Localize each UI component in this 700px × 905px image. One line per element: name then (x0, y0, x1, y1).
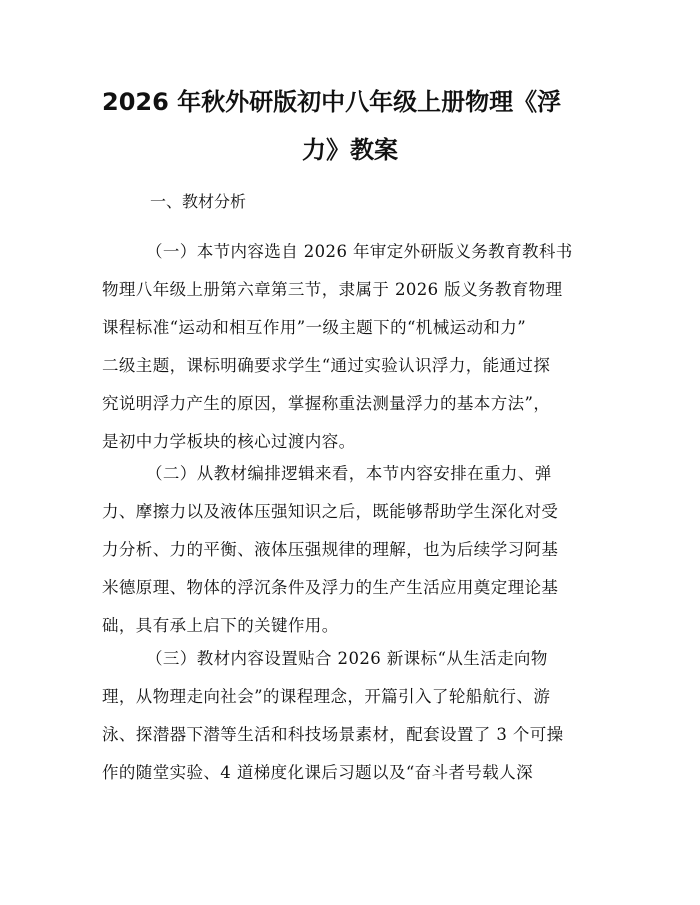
paragraph-line: 课程标准“运动和相互作用”一级主题下的“机械运动和力” (102, 318, 527, 337)
paragraph-1 (102, 233, 602, 461)
section-heading: 一、教材分析 (150, 192, 247, 211)
paragraph-line: （一）本节内容选自 2026 年审定外研版义务教育教科书 (146, 242, 573, 261)
paragraph-line: 理，从物理走向社会”的课程理念，开篇引入了轮船航行、游 (102, 687, 551, 706)
document-title-line-1: 2026 年秋外研版初中八年级上册物理《浮 (102, 88, 562, 116)
paragraph-line: 究说明浮力产生的原因，掌握称重法测量浮力的基本方法”， (102, 394, 551, 413)
paragraph-line: （二）从教材编排逻辑来看，本节内容安排在重力、弹 (146, 464, 552, 483)
paragraph-line: 是初中力学板块的核心过渡内容。 (102, 432, 356, 451)
paragraph-line: 力、摩擦力以及液体压强知识之后，既能够帮助学生深化对受 (102, 502, 559, 521)
paragraph-line: 物理八年级上册第六章第三节，隶属于 2026 版义务教育物理 (102, 280, 563, 299)
paragraph-2 (102, 455, 602, 645)
paragraph-line: 二级主题，课标明确要求学生“通过实验认识浮力，能通过探 (102, 356, 551, 375)
paragraph-line: 作的随堂实验、4 道梯度化课后习题以及“奋斗者号载人深 (102, 763, 533, 782)
paragraph-line: 力分析、力的平衡、液体压强规律的理解，也为后续学习阿基 (102, 540, 559, 559)
paragraph-line: 米德原理、物体的浮沉条件及浮力的生产生活应用奠定理论基 (102, 578, 559, 597)
document-title-line-2: 力》教案 (302, 136, 398, 164)
paragraph-line: （三）教材内容设置贴合 2026 新课标“从生活走向物 (146, 649, 548, 668)
paragraph-line: 泳、探潜器下潜等生活和科技场景素材，配套设置了 3 个可操 (102, 725, 564, 744)
paragraph-line: 础，具有承上启下的关键作用。 (102, 616, 339, 635)
paragraph-3 (102, 640, 602, 792)
